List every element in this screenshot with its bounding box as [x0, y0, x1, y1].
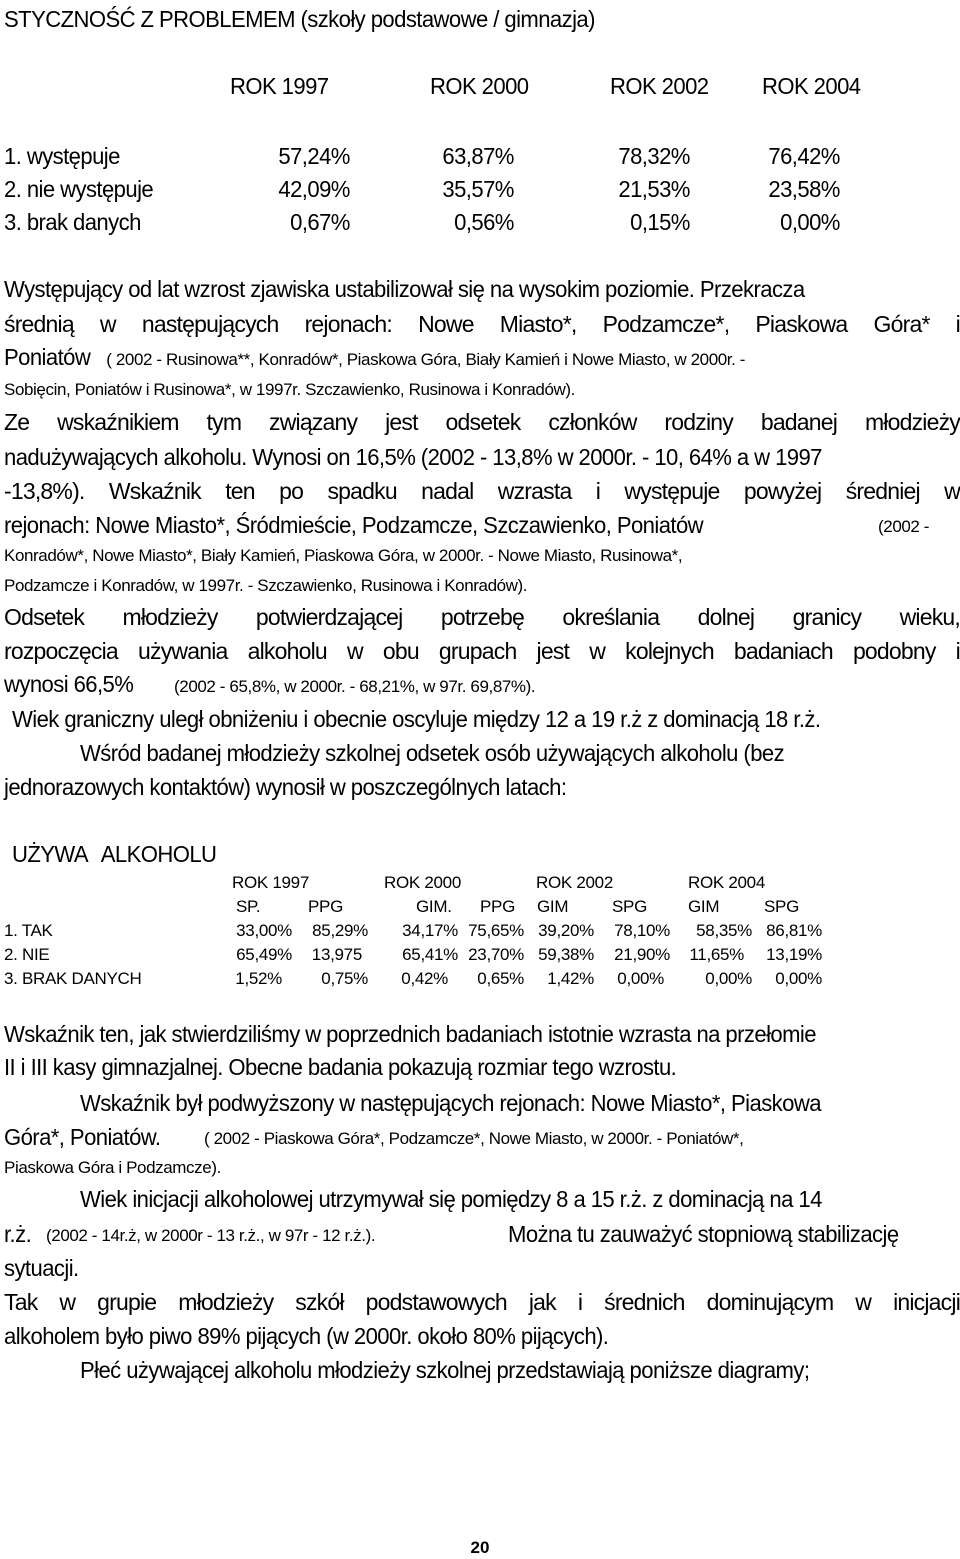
table2-year: ROK 2002 [536, 873, 613, 892]
table2-cell: 11,65% [689, 945, 744, 964]
paragraph-text: Góra*, Poniatów. [4, 1124, 161, 1150]
page-number: 20 [470, 1538, 490, 1557]
paragraph-line: rozpoczęcia używania alkoholu w obu grupach jest w kolejnych badaniach podobny i [4, 638, 960, 664]
table1-cell: 35,57% [442, 176, 514, 202]
table2-subheader: PPG [480, 897, 516, 916]
paragraph-line: II i III kasy gimnazjalnej. Obecne badania pokazują rozmiar tego wzrostu. [4, 1054, 677, 1080]
table2-cell: 58,35% [696, 921, 752, 940]
table2-subheader: PPG [308, 897, 344, 916]
paragraph-line [4, 671, 139, 698]
paragraph-line: Płeć używającej alkoholu młodzieży szkolnej przedstawiają poniższe diagramy; [80, 1357, 810, 1383]
paragraph-line: Sobięcin, Poniatów i Rusinowa*, w 1997r. Szczawienko, Rusinowa i Konradów). [4, 380, 575, 399]
table2-row-label: 3. BRAK DANYCH [4, 969, 142, 988]
paragraph-line: jednorazowych kontaktów) wynosił w poszczególnych latach: [4, 774, 567, 800]
table2-cell: 0,00% [775, 969, 822, 988]
paragraph-line: średnią w następujących rejonach: Nowe Miasto*, Podzamcze*, Piaskowa Góra* i [4, 311, 960, 337]
table1-row-label: 2. nie występuje [4, 176, 154, 202]
table2-subheader: SP. [236, 897, 261, 916]
table1-row-label: 1. występuje [4, 143, 120, 169]
table2-cell: 85,29% [312, 921, 368, 940]
table2-subheader: SPG [764, 897, 800, 916]
table1-header-2000: ROK 2000 [430, 73, 529, 99]
paragraph-text-small: (2002 - 14r.ż, w 2000r - 13 r.ż., w 97r - 12 r.ż.). [46, 1226, 376, 1245]
paragraph-line: Wiek graniczny uległ obniżeniu i obecnie oscyluje między 12 a 19 r.ż z dominacją 18 r.ż. [12, 706, 821, 732]
table2-cell: 39,20% [538, 921, 594, 940]
paragraph-text: r.ż. [4, 1221, 32, 1247]
paragraph-text-small: ( 2002 - Rusinowa**, Konradów*, Piaskowa Góra, Biały Kamień i Nowe Miasto, w 2000r. - [106, 350, 746, 369]
table2-cell: 34,17% [402, 921, 458, 940]
table2-cell: 0,00% [617, 969, 664, 988]
table2-subheader: GIM. [416, 897, 452, 916]
table2-subheader: GIM [537, 897, 569, 916]
table1-cell: 0,67% [290, 209, 350, 235]
table1-cell: 0,15% [630, 209, 690, 235]
paragraph-line: Tak w grupie młodzieży szkół podstawowych jak i średnich dominującym w inicjacji [4, 1289, 960, 1315]
section-title: UŻYWA ALKOHOLU [12, 841, 217, 867]
paragraph-text: Można tu zauważyć stopniową stabilizację [508, 1221, 899, 1247]
table1-cell: 0,00% [780, 209, 840, 235]
table2-cell: 65,41% [402, 945, 458, 964]
paragraph-text: rejonach: Nowe Miasto*, Śródmieście, Podzamcze, Szczawienko, Poniatów [4, 512, 704, 538]
paragraph-line: Występujący od lat wzrost zjawiska ustabilizował się na wysokim poziomie. Przekracza [4, 276, 805, 302]
table1-row-label: 3. brak danych [4, 209, 141, 235]
paragraph-text: Poniatów [4, 344, 91, 370]
table2-cell: 23,70% [468, 945, 524, 964]
table2-cell: 13,975 [311, 945, 362, 964]
table1-cell: 63,87% [442, 143, 514, 169]
table2-cell: 0,00% [705, 969, 752, 988]
table2-cell: 65,49% [236, 945, 292, 964]
table2-cell: 86,81% [766, 921, 822, 940]
paragraph-line [4, 512, 732, 539]
table2-cell: 21,90% [614, 945, 670, 964]
paragraph-line: Wiek inicjacji alkoholowej utrzymywał się pomiędzy 8 a 15 r.ż. z dominacją na 14 [80, 1186, 822, 1212]
table1-cell: 42,09% [278, 176, 350, 202]
paragraph-line: Wskaźnik ten, jak stwierdziliśmy w poprzednich badaniach istotnie wzrasta na przełomie [4, 1021, 816, 1047]
paragraph-line: Podzamcze i Konradów, w 1997r. - Szczawienko, Rusinowa i Konradów). [4, 576, 528, 595]
table2-cell: 13,19% [766, 945, 822, 964]
table1-header-2004: ROK 2004 [762, 73, 861, 99]
paragraph-line [4, 1124, 167, 1151]
table1-header-2002: ROK 2002 [610, 73, 709, 99]
paragraph-line: -13,8%). Wskaźnik ten po spadku nadal wzrasta i występuje powyżej średniej w [4, 478, 960, 504]
table2-row-label: 1. TAK [4, 921, 53, 940]
table2-subheader: GIM [688, 897, 720, 916]
table2-cell: 1,42% [547, 969, 594, 988]
table1-header-1997: ROK 1997 [230, 73, 329, 99]
table2-row-label: 2. NIE [4, 945, 50, 964]
table1-cell: 23,58% [768, 176, 840, 202]
page-title: STYCZNOŚĆ Z PROBLEMEM (szkoły podstawowe / gimnazja) [4, 6, 595, 32]
table2-subheader: SPG [612, 897, 648, 916]
paragraph-line: Konradów*, Nowe Miasto*, Biały Kamień, Piaskowa Góra, w 2000r. - Nowe Miasto, Rusinowa*, [4, 546, 683, 565]
paragraph-line [4, 344, 745, 371]
table1-cell: 21,53% [618, 176, 690, 202]
paragraph-line: Wskaźnik był podwyższony w następujących rejonach: Nowe Miasto*, Piaskowa [80, 1090, 821, 1116]
table2-year: ROK 2000 [384, 873, 461, 892]
table1-cell: 57,24% [278, 143, 350, 169]
table2-cell: 0,65% [477, 969, 524, 988]
table2-cell: 33,00% [236, 921, 292, 940]
paragraph-text-small: (2002 - 65,8%, w 2000r. - 68,21%, w 97r. 69,87%). [174, 677, 536, 696]
table2-cell: 1,52% [235, 969, 282, 988]
table2-cell: 0,42% [401, 969, 448, 988]
paragraph-line: alkoholem było piwo 89% pijących (w 2000r. około 80% pijących). [4, 1323, 609, 1349]
paragraph-line: nadużywających alkoholu. Wynosi on 16,5% (2002 - 13,8% w 2000r. - 10, 64% a w 1997 [4, 444, 822, 470]
table1-cell: 78,32% [618, 143, 690, 169]
table2-cell: 78,10% [614, 921, 670, 940]
table2-year: ROK 1997 [232, 873, 309, 892]
table2-cell: 0,75% [321, 969, 368, 988]
paragraph-line: Ze wskaźnikiem tym związany jest odsetek członków rodziny badanej młodzieży [4, 409, 960, 435]
paragraph-line: Wśród badanej młodzieży szkolnej odsetek osób używających alkoholu (bez [80, 740, 785, 766]
paragraph-text: wynosi 66,5% [4, 671, 134, 697]
table2-cell: 59,38% [538, 945, 594, 964]
table2-year: ROK 2004 [688, 873, 765, 892]
paragraph-line: Odsetek młodzieży potwierdzającej potrzebę określania dolnej granicy wieku, [4, 604, 960, 630]
table2-cell: 75,65% [468, 921, 524, 940]
paragraph-line: Piaskowa Góra i Podzamcze). [4, 1158, 221, 1177]
paragraph-text-small: (2002 - [878, 517, 930, 536]
paragraph-text-small: ( 2002 - Piaskowa Góra*, Podzamcze*, Nowe Miasto, w 2000r. - Poniatów*, [204, 1129, 744, 1148]
paragraph-line: sytuacji. [4, 1255, 79, 1281]
paragraph-line [4, 1221, 32, 1248]
table1-cell: 0,56% [454, 209, 514, 235]
table1-cell: 76,42% [768, 143, 840, 169]
